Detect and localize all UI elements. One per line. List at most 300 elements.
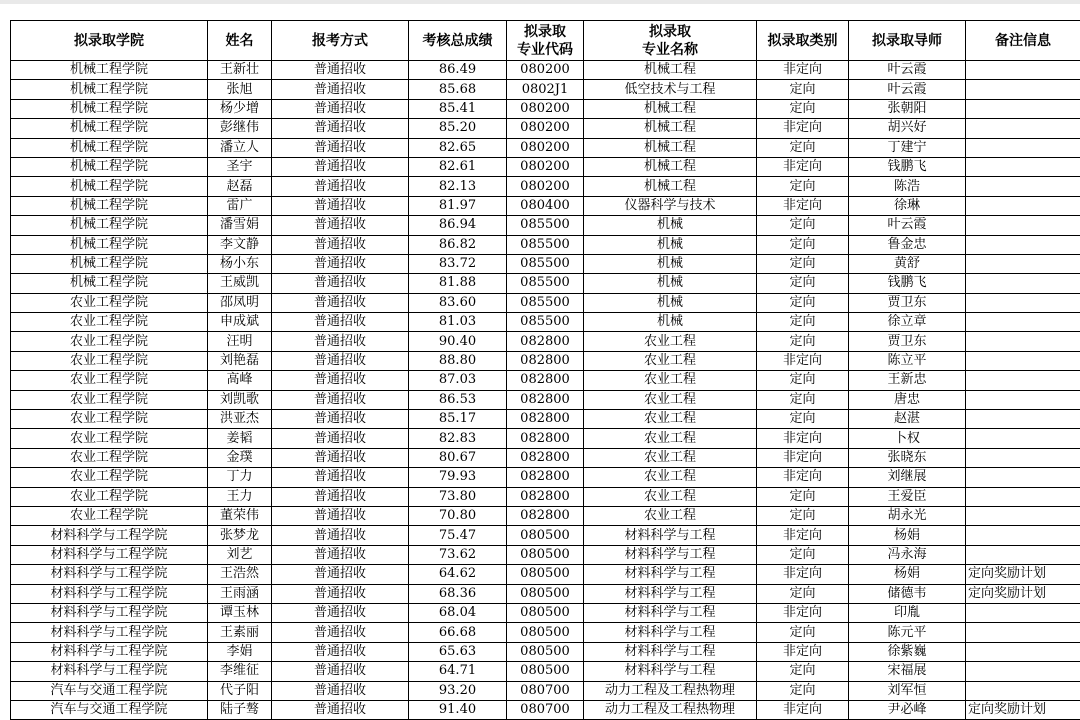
cell-total-score: 79.93 xyxy=(409,468,507,487)
table-row xyxy=(11,700,1080,719)
cell-major-name: 材料科学与工程 xyxy=(584,565,757,584)
table-row xyxy=(11,545,1080,564)
cell-name: 高峰 xyxy=(208,371,272,390)
cell-category: 定向 xyxy=(757,584,849,603)
table-row xyxy=(11,351,1080,370)
cell-major-code: 080500 xyxy=(507,526,584,545)
cell-remarks xyxy=(966,351,1080,370)
cell-supervisor: 贾卫东 xyxy=(849,332,966,351)
cell-supervisor: 黄舒 xyxy=(849,254,966,273)
cell-name: 代子阳 xyxy=(208,681,272,700)
cell-college: 机械工程学院 xyxy=(11,177,208,196)
cell-major-name: 机械工程 xyxy=(584,177,757,196)
cell-exam-method: 普通招收 xyxy=(272,429,409,448)
cell-total-score: 65.63 xyxy=(409,642,507,661)
cell-name: 洪亚杰 xyxy=(208,410,272,429)
cell-name: 邵凤明 xyxy=(208,293,272,312)
cell-major-code: 082800 xyxy=(507,351,584,370)
cell-college: 农业工程学院 xyxy=(11,468,208,487)
header-category xyxy=(757,21,849,61)
cell-name: 金璞 xyxy=(208,448,272,467)
cell-remarks xyxy=(966,254,1080,273)
header-remarks xyxy=(966,21,1080,61)
header-name xyxy=(208,21,272,61)
table-row xyxy=(11,61,1080,80)
cell-supervisor: 印胤 xyxy=(849,603,966,622)
cell-major-name: 材料科学与工程 xyxy=(584,526,757,545)
cell-major-name: 材料科学与工程 xyxy=(584,662,757,681)
cell-remarks xyxy=(966,157,1080,176)
cell-major-code: 082800 xyxy=(507,506,584,525)
cell-category: 定向 xyxy=(757,506,849,525)
cell-total-score: 82.65 xyxy=(409,138,507,157)
cell-major-code: 082800 xyxy=(507,410,584,429)
header-label-line1: 拟录取 xyxy=(524,24,566,40)
table-row xyxy=(11,468,1080,487)
cell-name: 李文静 xyxy=(208,235,272,254)
cell-name: 谭玉林 xyxy=(208,603,272,622)
cell-total-score: 90.40 xyxy=(409,332,507,351)
cell-major-code: 085500 xyxy=(507,216,584,235)
cell-major-name: 农业工程 xyxy=(584,390,757,409)
cell-total-score: 81.97 xyxy=(409,196,507,215)
cell-college: 材料科学与工程学院 xyxy=(11,565,208,584)
cell-remarks xyxy=(966,61,1080,80)
header-label-line2: 专业代码 xyxy=(507,41,583,59)
cell-total-score: 83.72 xyxy=(409,254,507,273)
cell-major-name: 机械工程 xyxy=(584,119,757,138)
cell-category: 非定向 xyxy=(757,700,849,719)
cell-supervisor: 赵湛 xyxy=(849,410,966,429)
cell-total-score: 86.94 xyxy=(409,216,507,235)
table-row xyxy=(11,410,1080,429)
table-row xyxy=(11,662,1080,681)
cell-remarks xyxy=(966,216,1080,235)
cell-major-name: 农业工程 xyxy=(584,448,757,467)
table-row xyxy=(11,254,1080,273)
cell-college: 材料科学与工程学院 xyxy=(11,623,208,642)
cell-name: 赵磊 xyxy=(208,177,272,196)
cell-category: 非定向 xyxy=(757,468,849,487)
cell-category: 非定向 xyxy=(757,196,849,215)
cell-supervisor: 徐立章 xyxy=(849,313,966,332)
cell-supervisor: 陈元平 xyxy=(849,623,966,642)
cell-supervisor: 储德韦 xyxy=(849,584,966,603)
table-row xyxy=(11,681,1080,700)
table-row xyxy=(11,623,1080,642)
table-row xyxy=(11,506,1080,525)
cell-supervisor: 徐紫巍 xyxy=(849,642,966,661)
table-row xyxy=(11,371,1080,390)
table-row xyxy=(11,293,1080,312)
cell-exam-method: 普通招收 xyxy=(272,80,409,99)
cell-total-score: 73.62 xyxy=(409,545,507,564)
cell-supervisor: 钱鹏飞 xyxy=(849,274,966,293)
cell-total-score: 80.67 xyxy=(409,448,507,467)
cell-name: 张梦龙 xyxy=(208,526,272,545)
cell-name: 李维征 xyxy=(208,662,272,681)
cell-college: 农业工程学院 xyxy=(11,332,208,351)
cell-name: 李娟 xyxy=(208,642,272,661)
cell-major-code: 080500 xyxy=(507,623,584,642)
cell-major-name: 动力工程及工程热物理 xyxy=(584,700,757,719)
cell-name: 汪明 xyxy=(208,332,272,351)
cell-major-code: 080500 xyxy=(507,545,584,564)
cell-name: 王力 xyxy=(208,487,272,506)
cell-total-score: 68.04 xyxy=(409,603,507,622)
cell-major-name: 材料科学与工程 xyxy=(584,584,757,603)
header-label-line1: 拟录取 xyxy=(649,24,691,40)
cell-total-score: 91.40 xyxy=(409,700,507,719)
cell-exam-method: 普通招收 xyxy=(272,390,409,409)
cell-major-name: 低空技术与工程 xyxy=(584,80,757,99)
cell-major-code: 080200 xyxy=(507,119,584,138)
cell-major-code: 080500 xyxy=(507,603,584,622)
cell-exam-method: 普通招收 xyxy=(272,61,409,80)
table-row xyxy=(11,390,1080,409)
cell-college: 农业工程学院 xyxy=(11,390,208,409)
cell-total-score: 86.82 xyxy=(409,235,507,254)
cell-name: 陆子骜 xyxy=(208,700,272,719)
cell-remarks xyxy=(966,429,1080,448)
cell-remarks xyxy=(966,410,1080,429)
table-row xyxy=(11,487,1080,506)
cell-category: 非定向 xyxy=(757,603,849,622)
cell-supervisor: 叶云霞 xyxy=(849,80,966,99)
cell-major-name: 动力工程及工程热物理 xyxy=(584,681,757,700)
cell-category: 非定向 xyxy=(757,448,849,467)
cell-name: 姜韬 xyxy=(208,429,272,448)
cell-total-score: 81.03 xyxy=(409,313,507,332)
cell-category: 定向 xyxy=(757,371,849,390)
cell-supervisor: 宋福展 xyxy=(849,662,966,681)
cell-exam-method: 普通招收 xyxy=(272,584,409,603)
cell-remarks xyxy=(966,468,1080,487)
cell-total-score: 82.61 xyxy=(409,157,507,176)
cell-major-name: 机械工程 xyxy=(584,157,757,176)
cell-major-name: 材料科学与工程 xyxy=(584,623,757,642)
cell-total-score: 73.80 xyxy=(409,487,507,506)
cell-remarks xyxy=(966,313,1080,332)
header-supervisor xyxy=(849,21,966,61)
table-row xyxy=(11,332,1080,351)
cell-name: 王浩然 xyxy=(208,565,272,584)
cell-major-code: 080200 xyxy=(507,177,584,196)
cell-exam-method: 普通招收 xyxy=(272,157,409,176)
cell-remarks xyxy=(966,235,1080,254)
table-row xyxy=(11,177,1080,196)
cell-remarks: 定向奖励计划 xyxy=(966,700,1080,719)
header-exam-method xyxy=(272,21,409,61)
cell-name: 张旭 xyxy=(208,80,272,99)
cell-college: 机械工程学院 xyxy=(11,61,208,80)
table-row xyxy=(11,274,1080,293)
cell-remarks xyxy=(966,448,1080,467)
cell-category: 非定向 xyxy=(757,119,849,138)
cell-major-code: 085500 xyxy=(507,313,584,332)
cell-college: 农业工程学院 xyxy=(11,448,208,467)
cell-name: 丁力 xyxy=(208,468,272,487)
cell-college: 汽车与交通工程学院 xyxy=(11,681,208,700)
cell-college: 农业工程学院 xyxy=(11,351,208,370)
cell-college: 农业工程学院 xyxy=(11,487,208,506)
cell-college: 机械工程学院 xyxy=(11,80,208,99)
cell-college: 材料科学与工程学院 xyxy=(11,584,208,603)
cell-college: 汽车与交通工程学院 xyxy=(11,700,208,719)
cell-college: 机械工程学院 xyxy=(11,196,208,215)
cell-major-name: 机械 xyxy=(584,235,757,254)
table-row xyxy=(11,429,1080,448)
table-row xyxy=(11,235,1080,254)
cell-category: 非定向 xyxy=(757,157,849,176)
cell-remarks xyxy=(966,332,1080,351)
cell-exam-method: 普通招收 xyxy=(272,235,409,254)
cell-name: 圣宇 xyxy=(208,157,272,176)
cell-major-name: 机械 xyxy=(584,254,757,273)
cell-name: 申成斌 xyxy=(208,313,272,332)
admission-table xyxy=(10,20,1080,720)
cell-exam-method: 普通招收 xyxy=(272,293,409,312)
cell-major-name: 农业工程 xyxy=(584,487,757,506)
cell-supervisor: 张晓东 xyxy=(849,448,966,467)
cell-total-score: 93.20 xyxy=(409,681,507,700)
cell-remarks xyxy=(966,177,1080,196)
cell-total-score: 66.68 xyxy=(409,623,507,642)
cell-major-code: 080700 xyxy=(507,681,584,700)
table-row xyxy=(11,448,1080,467)
cell-name: 杨小东 xyxy=(208,254,272,273)
cell-major-code: 082800 xyxy=(507,468,584,487)
cell-college: 材料科学与工程学院 xyxy=(11,662,208,681)
cell-college: 材料科学与工程学院 xyxy=(11,545,208,564)
table-row xyxy=(11,216,1080,235)
cell-category: 定向 xyxy=(757,390,849,409)
cell-name: 刘艳磊 xyxy=(208,351,272,370)
cell-category: 非定向 xyxy=(757,61,849,80)
cell-supervisor: 杨娟 xyxy=(849,526,966,545)
header-total-score xyxy=(409,21,507,61)
header-label-line1: 姓名 xyxy=(226,33,254,49)
cell-exam-method: 普通招收 xyxy=(272,196,409,215)
cell-college: 农业工程学院 xyxy=(11,410,208,429)
cell-total-score: 83.60 xyxy=(409,293,507,312)
cell-remarks xyxy=(966,80,1080,99)
table-row xyxy=(11,526,1080,545)
cell-remarks xyxy=(966,99,1080,118)
cell-college: 农业工程学院 xyxy=(11,506,208,525)
cell-major-code: 080200 xyxy=(507,157,584,176)
cell-major-code: 082800 xyxy=(507,429,584,448)
table-row xyxy=(11,119,1080,138)
cell-name: 潘雪娟 xyxy=(208,216,272,235)
cell-name: 杨少增 xyxy=(208,99,272,118)
cell-remarks xyxy=(966,526,1080,545)
cell-college: 机械工程学院 xyxy=(11,119,208,138)
header-label-line1: 拟录取学院 xyxy=(74,33,144,49)
cell-major-code: 082800 xyxy=(507,390,584,409)
cell-major-name: 机械 xyxy=(584,293,757,312)
cell-category: 非定向 xyxy=(757,351,849,370)
cell-major-code: 080700 xyxy=(507,700,584,719)
cell-major-name: 材料科学与工程 xyxy=(584,545,757,564)
cell-major-code: 080200 xyxy=(507,138,584,157)
cell-major-name: 机械 xyxy=(584,274,757,293)
cell-exam-method: 普通招收 xyxy=(272,468,409,487)
table-row xyxy=(11,157,1080,176)
cell-category: 定向 xyxy=(757,80,849,99)
cell-category: 定向 xyxy=(757,410,849,429)
cell-college: 农业工程学院 xyxy=(11,429,208,448)
top-border xyxy=(0,0,1080,4)
cell-exam-method: 普通招收 xyxy=(272,254,409,273)
cell-name: 彭继伟 xyxy=(208,119,272,138)
cell-exam-method: 普通招收 xyxy=(272,506,409,525)
cell-major-name: 机械工程 xyxy=(584,138,757,157)
cell-remarks xyxy=(966,603,1080,622)
cell-category: 定向 xyxy=(757,99,849,118)
cell-supervisor: 钱鹏飞 xyxy=(849,157,966,176)
cell-college: 机械工程学院 xyxy=(11,99,208,118)
cell-major-name: 机械工程 xyxy=(584,99,757,118)
cell-category: 非定向 xyxy=(757,642,849,661)
header-label-line1: 拟录取类别 xyxy=(768,33,838,49)
cell-supervisor: 唐忠 xyxy=(849,390,966,409)
cell-total-score: 81.88 xyxy=(409,274,507,293)
cell-major-name: 机械 xyxy=(584,216,757,235)
header-label-line1: 拟录取导师 xyxy=(872,33,942,49)
cell-supervisor: 叶云霞 xyxy=(849,216,966,235)
table-row xyxy=(11,584,1080,603)
cell-supervisor: 王新忠 xyxy=(849,371,966,390)
cell-college: 机械工程学院 xyxy=(11,235,208,254)
cell-remarks xyxy=(966,371,1080,390)
table-row xyxy=(11,80,1080,99)
table-header-row xyxy=(11,21,1080,61)
cell-remarks xyxy=(966,681,1080,700)
cell-total-score: 85.68 xyxy=(409,80,507,99)
cell-major-code: 080200 xyxy=(507,99,584,118)
cell-name: 雷广 xyxy=(208,196,272,215)
cell-major-code: 0802J1 xyxy=(507,80,584,99)
cell-major-name: 农业工程 xyxy=(584,468,757,487)
cell-major-code: 082800 xyxy=(507,448,584,467)
cell-supervisor: 王爱臣 xyxy=(849,487,966,506)
cell-college: 机械工程学院 xyxy=(11,138,208,157)
cell-exam-method: 普通招收 xyxy=(272,642,409,661)
cell-remarks xyxy=(966,662,1080,681)
table-row xyxy=(11,196,1080,215)
cell-exam-method: 普通招收 xyxy=(272,119,409,138)
cell-remarks: 定向奖励计划 xyxy=(966,565,1080,584)
cell-remarks xyxy=(966,545,1080,564)
cell-supervisor: 张朝阳 xyxy=(849,99,966,118)
cell-exam-method: 普通招收 xyxy=(272,99,409,118)
header-college xyxy=(11,21,208,61)
header-label-line1: 报考方式 xyxy=(312,33,368,49)
cell-major-code: 082800 xyxy=(507,332,584,351)
cell-supervisor: 冯永海 xyxy=(849,545,966,564)
header-label-line1: 考核总成绩 xyxy=(423,33,493,49)
cell-remarks: 定向奖励计划 xyxy=(966,584,1080,603)
cell-name: 王雨涵 xyxy=(208,584,272,603)
cell-exam-method: 普通招收 xyxy=(272,545,409,564)
cell-supervisor: 陈浩 xyxy=(849,177,966,196)
table-row xyxy=(11,313,1080,332)
cell-supervisor: 刘继展 xyxy=(849,468,966,487)
cell-exam-method: 普通招收 xyxy=(272,313,409,332)
cell-remarks xyxy=(966,138,1080,157)
header-major-code xyxy=(507,21,584,61)
cell-category: 非定向 xyxy=(757,565,849,584)
cell-total-score: 88.80 xyxy=(409,351,507,370)
cell-category: 定向 xyxy=(757,545,849,564)
cell-category: 定向 xyxy=(757,487,849,506)
cell-total-score: 86.53 xyxy=(409,390,507,409)
cell-supervisor: 陈立平 xyxy=(849,351,966,370)
cell-major-code: 085500 xyxy=(507,254,584,273)
cell-supervisor: 丁建宁 xyxy=(849,138,966,157)
cell-supervisor: 卜权 xyxy=(849,429,966,448)
cell-major-name: 材料科学与工程 xyxy=(584,603,757,622)
table-row xyxy=(11,642,1080,661)
cell-college: 农业工程学院 xyxy=(11,371,208,390)
cell-major-code: 080500 xyxy=(507,584,584,603)
table-row xyxy=(11,565,1080,584)
cell-college: 机械工程学院 xyxy=(11,157,208,176)
cell-category: 定向 xyxy=(757,274,849,293)
cell-exam-method: 普通招收 xyxy=(272,138,409,157)
cell-category: 非定向 xyxy=(757,526,849,545)
cell-total-score: 87.03 xyxy=(409,371,507,390)
cell-total-score: 70.80 xyxy=(409,506,507,525)
table-body xyxy=(11,61,1080,720)
cell-remarks xyxy=(966,390,1080,409)
cell-name: 刘艺 xyxy=(208,545,272,564)
cell-total-score: 82.13 xyxy=(409,177,507,196)
cell-category: 定向 xyxy=(757,235,849,254)
table-row xyxy=(11,99,1080,118)
cell-supervisor: 叶云霞 xyxy=(849,61,966,80)
cell-remarks xyxy=(966,274,1080,293)
cell-major-name: 机械 xyxy=(584,313,757,332)
cell-major-code: 085500 xyxy=(507,293,584,312)
cell-supervisor: 胡兴好 xyxy=(849,119,966,138)
cell-major-name: 农业工程 xyxy=(584,371,757,390)
cell-exam-method: 普通招收 xyxy=(272,351,409,370)
table-row xyxy=(11,138,1080,157)
cell-supervisor: 贾卫东 xyxy=(849,293,966,312)
cell-category: 定向 xyxy=(757,177,849,196)
cell-exam-method: 普通招收 xyxy=(272,662,409,681)
cell-major-code: 080500 xyxy=(507,642,584,661)
cell-college: 机械工程学院 xyxy=(11,216,208,235)
cell-major-code: 082800 xyxy=(507,371,584,390)
cell-major-code: 085500 xyxy=(507,274,584,293)
cell-major-code: 080500 xyxy=(507,662,584,681)
cell-major-name: 农业工程 xyxy=(584,410,757,429)
cell-exam-method: 普通招收 xyxy=(272,700,409,719)
cell-exam-method: 普通招收 xyxy=(272,603,409,622)
cell-major-code: 080400 xyxy=(507,196,584,215)
cell-exam-method: 普通招收 xyxy=(272,371,409,390)
cell-exam-method: 普通招收 xyxy=(272,216,409,235)
table-row xyxy=(11,603,1080,622)
cell-college: 机械工程学院 xyxy=(11,254,208,273)
cell-name: 王素丽 xyxy=(208,623,272,642)
cell-total-score: 86.49 xyxy=(409,61,507,80)
cell-remarks xyxy=(966,196,1080,215)
cell-total-score: 85.20 xyxy=(409,119,507,138)
